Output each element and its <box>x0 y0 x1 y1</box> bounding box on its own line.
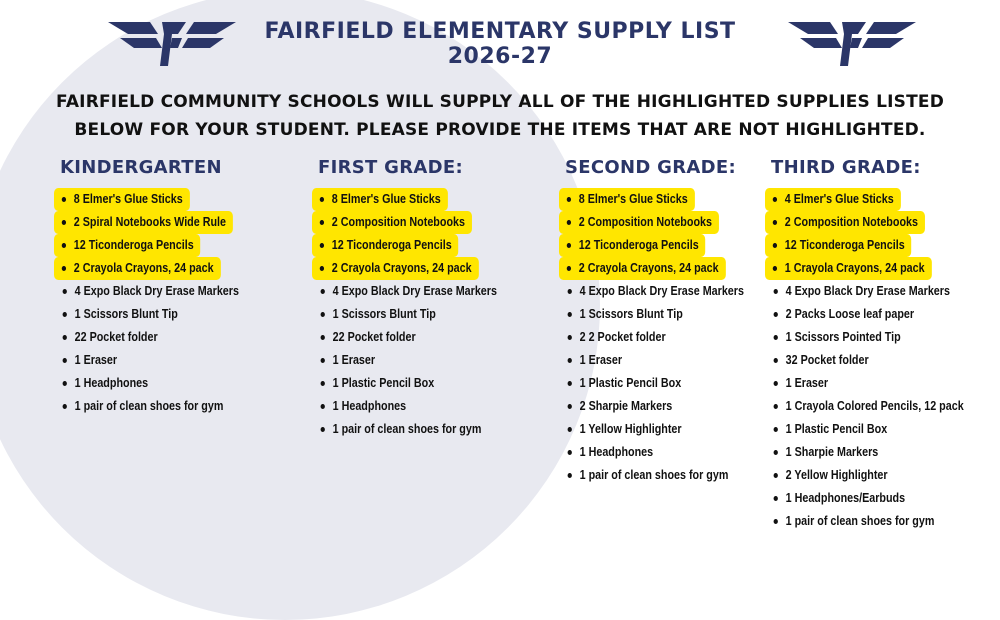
highlighted-supply-item: 2 Crayola Crayons, 24 pack <box>559 257 725 280</box>
highlighted-supply-item: 8 Elmer's Glue Sticks <box>312 188 448 211</box>
supply-list <box>771 188 995 533</box>
highlighted-supply-item: 2 Composition Notebooks <box>559 211 719 234</box>
highlighted-supply-item: 2 Crayola Crayons, 24 pack <box>54 257 220 280</box>
supply-item: 1 Eraser <box>565 349 744 372</box>
supply-item: 1 Yellow Highlighter <box>565 418 744 441</box>
highlighted-supply-item: 8 Elmer's Glue Sticks <box>54 188 190 211</box>
supply-item: 1 Eraser <box>318 349 497 372</box>
supply-list <box>318 188 526 441</box>
supply-item: 4 Expo Black Dry Erase Markers <box>318 280 497 303</box>
supply-list <box>565 188 773 487</box>
supply-item: 1 Headphones <box>318 395 497 418</box>
highlighted-supply-item: 4 Elmer's Glue Sticks <box>765 188 901 211</box>
grade-column-third <box>771 156 995 533</box>
highlighted-supply-item: 2 Composition Notebooks <box>765 211 925 234</box>
grade-heading: FIRST GRADE: <box>318 157 463 178</box>
supply-item: 1 Crayola Colored Pencils, 12 pack <box>771 395 964 418</box>
supply-item: 1 Scissors Pointed Tip <box>771 326 964 349</box>
school-year: 2026-27 <box>447 44 553 69</box>
supply-item: 4 Expo Black Dry Erase Markers <box>771 280 964 303</box>
notice-line-2: BELOW FOR YOUR STUDENT. PLEASE PROVIDE THE ITEMS THAT ARE NOT HIGHLIGHTED. <box>74 120 926 140</box>
supply-item: 1 Plastic Pencil Box <box>771 418 964 441</box>
highlighted-supply-item: 8 Elmer's Glue Sticks <box>559 188 695 211</box>
supply-item: 4 Expo Black Dry Erase Markers <box>60 280 239 303</box>
grade-heading: THIRD GRADE: <box>771 157 921 178</box>
grade-heading: SECOND GRADE: <box>565 157 736 178</box>
supply-item: 1 pair of clean shoes for gym <box>771 510 964 533</box>
grade-column-kindergarten <box>60 156 268 418</box>
supply-item: 1 pair of clean shoes for gym <box>565 464 744 487</box>
grade-heading: KINDERGARTEN <box>60 157 222 178</box>
supply-item: 1 Scissors Blunt Tip <box>318 303 497 326</box>
supply-item: 2 2 Pocket folder <box>565 326 744 349</box>
supply-item: 1 Plastic Pencil Box <box>565 372 744 395</box>
supply-item: 1 Sharpie Markers <box>771 441 964 464</box>
supply-item: 1 Eraser <box>771 372 964 395</box>
page-title: FAIRFIELD ELEMENTARY SUPPLY LIST <box>264 19 736 44</box>
highlighted-supply-item: 12 Ticonderoga Pencils <box>312 234 459 257</box>
supply-list <box>60 188 268 418</box>
supply-item: 1 pair of clean shoes for gym <box>60 395 239 418</box>
supply-item: 32 Pocket folder <box>771 349 964 372</box>
supply-item: 2 Packs Loose leaf paper <box>771 303 964 326</box>
grade-column-second <box>565 156 773 487</box>
supply-item: 1 Plastic Pencil Box <box>318 372 497 395</box>
highlighted-supply-item: 1 Crayola Crayons, 24 pack <box>765 257 931 280</box>
supply-item: 4 Expo Black Dry Erase Markers <box>565 280 744 303</box>
highlighted-supply-item: 2 Crayola Crayons, 24 pack <box>312 257 478 280</box>
highlighted-supply-item: 12 Ticonderoga Pencils <box>559 234 706 257</box>
supply-item: 1 Scissors Blunt Tip <box>60 303 239 326</box>
highlighted-supply-item: 2 Spiral Notebooks Wide Rule <box>54 211 233 234</box>
supply-item: 1 Headphones/Earbuds <box>771 487 964 510</box>
supply-item: 1 pair of clean shoes for gym <box>318 418 497 441</box>
supply-item: 1 Scissors Blunt Tip <box>565 303 744 326</box>
supply-item: 2 Yellow Highlighter <box>771 464 964 487</box>
highlighted-supply-item: 12 Ticonderoga Pencils <box>54 234 201 257</box>
supply-item: 1 Headphones <box>565 441 744 464</box>
supply-item: 2 Sharpie Markers <box>565 395 744 418</box>
supply-item: 1 Eraser <box>60 349 239 372</box>
supply-item: 22 Pocket folder <box>60 326 239 349</box>
notice-line-1: FAIRFIELD COMMUNITY SCHOOLS WILL SUPPLY ALL OF THE HIGHLIGHTED SUPPLIES LISTED <box>55 92 945 112</box>
supply-item: 1 Headphones <box>60 372 239 395</box>
highlighted-supply-item: 2 Composition Notebooks <box>312 211 472 234</box>
grade-column-first <box>318 156 526 441</box>
supply-item: 22 Pocket folder <box>318 326 497 349</box>
highlighted-supply-item: 12 Ticonderoga Pencils <box>765 234 912 257</box>
